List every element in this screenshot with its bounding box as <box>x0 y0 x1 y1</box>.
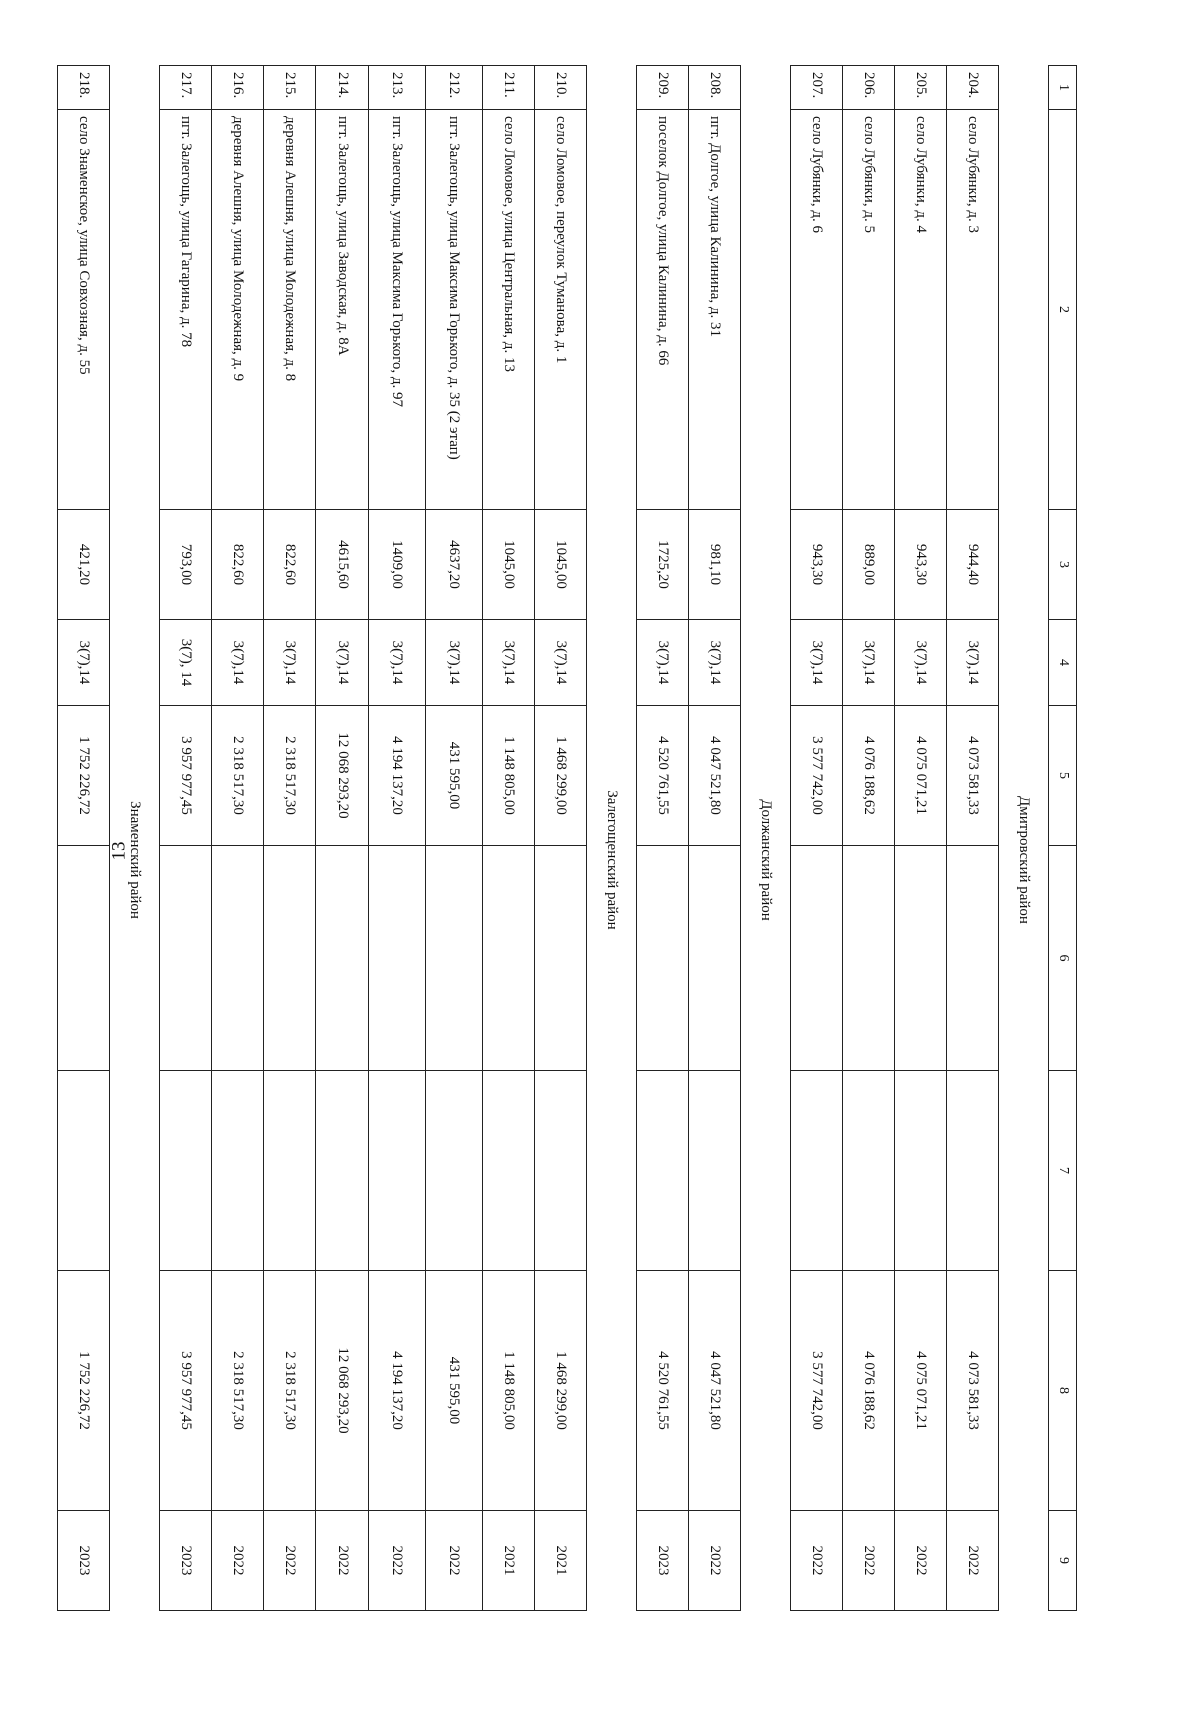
region-title: Знаменский район <box>110 110 160 1611</box>
total-cost-cell: 4 076 188,62 <box>842 706 894 846</box>
year-cell: 2022 <box>368 1511 425 1611</box>
cost-cell-8: 4 047 521,80 <box>688 1271 740 1511</box>
row-number: 209. <box>636 66 688 110</box>
table-row <box>482 66 534 1611</box>
address-cell: деревня Алешня, улица Молодежная, д. 8 <box>264 110 316 510</box>
row-number: 206. <box>842 66 894 110</box>
cost-cell-6 <box>212 846 264 1071</box>
address-cell: село Лубянки, д. 4 <box>895 110 947 510</box>
row-number: 204. <box>947 66 999 110</box>
region-header-row <box>741 66 791 1611</box>
code-cell: 3(7),14 <box>790 620 842 706</box>
cost-cell-7 <box>688 1071 740 1271</box>
address-cell: село Лубянки, д. 6 <box>790 110 842 510</box>
year-cell: 2021 <box>534 1511 586 1611</box>
year-cell: 2022 <box>947 1511 999 1611</box>
column-header: 1 <box>1049 66 1077 110</box>
cost-cell-7 <box>425 1071 482 1271</box>
cost-cell-8: 4 076 188,62 <box>842 1271 894 1511</box>
total-cost-cell: 2 318 517,30 <box>264 706 316 846</box>
address-cell: пгт. Залегощь, улица Заводская, д. 8А <box>316 110 368 510</box>
row-number: 216. <box>212 66 264 110</box>
table-row <box>368 66 425 1611</box>
area-cell: 822,60 <box>212 510 264 620</box>
cost-cell-8: 3 577 742,00 <box>790 1271 842 1511</box>
year-cell: 2022 <box>895 1511 947 1611</box>
region-blank-cell <box>110 66 160 110</box>
total-cost-cell: 4 194 137,20 <box>368 706 425 846</box>
code-cell: 3(7),14 <box>534 620 586 706</box>
year-cell: 2023 <box>160 1511 212 1611</box>
row-number: 212. <box>425 66 482 110</box>
region-header-row <box>110 66 160 1611</box>
table-row <box>212 66 264 1611</box>
area-cell: 889,00 <box>842 510 894 620</box>
region-header-row <box>586 66 636 1611</box>
total-cost-cell: 4 073 581,33 <box>947 706 999 846</box>
cost-cell-6 <box>534 846 586 1071</box>
row-number: 214. <box>316 66 368 110</box>
cost-cell-7 <box>316 1071 368 1271</box>
area-cell: 421,20 <box>58 510 110 620</box>
cost-cell-6 <box>482 846 534 1071</box>
cost-cell-7 <box>636 1071 688 1271</box>
cost-cell-7 <box>534 1071 586 1271</box>
year-cell: 2022 <box>790 1511 842 1611</box>
cost-cell-6 <box>790 846 842 1071</box>
cost-cell-8: 4 520 761,55 <box>636 1271 688 1511</box>
cost-cell-6 <box>368 846 425 1071</box>
total-cost-cell: 2 318 517,30 <box>212 706 264 846</box>
cost-cell-6 <box>316 846 368 1071</box>
address-cell: село Лубянки, д. 3 <box>947 110 999 510</box>
total-cost-cell: 1 752 226,72 <box>58 706 110 846</box>
area-cell: 822,60 <box>264 510 316 620</box>
total-cost-cell: 4 520 761,55 <box>636 706 688 846</box>
cost-cell-8: 1 752 226,72 <box>58 1271 110 1511</box>
table-row <box>947 66 999 1611</box>
rotated-table-container <box>57 65 1077 1610</box>
address-cell: пгт. Долгое, улица Калинина, д. 31 <box>688 110 740 510</box>
region-title: Дмитровский район <box>999 110 1049 1611</box>
code-cell: 3(7),14 <box>425 620 482 706</box>
row-number: 213. <box>368 66 425 110</box>
cost-cell-8: 1 468 299,00 <box>534 1271 586 1511</box>
cost-cell-7 <box>895 1071 947 1271</box>
address-cell: село Ломовое, переулок Туманова, д. 1 <box>534 110 586 510</box>
table-row <box>790 66 842 1611</box>
code-cell: 3(7),14 <box>947 620 999 706</box>
cost-cell-8: 12 068 293,20 <box>316 1271 368 1511</box>
column-header: 5 <box>1049 706 1077 846</box>
cost-cell-8: 4 073 581,33 <box>947 1271 999 1511</box>
cost-cell-7 <box>264 1071 316 1271</box>
year-cell: 2022 <box>316 1511 368 1611</box>
code-cell: 3(7),14 <box>368 620 425 706</box>
address-cell: пгт. Залегощь, улица Максима Горького, д. 35 (2 этап) <box>425 110 482 510</box>
address-cell: село Лубянки, д. 5 <box>842 110 894 510</box>
code-cell: 3(7),14 <box>482 620 534 706</box>
page-number: 13 <box>108 841 130 861</box>
area-cell: 1045,00 <box>482 510 534 620</box>
column-header: 8 <box>1049 1271 1077 1511</box>
table-row <box>842 66 894 1611</box>
area-cell: 4637,20 <box>425 510 482 620</box>
housing-repair-table <box>57 65 1077 1611</box>
cost-cell-8: 431 595,00 <box>425 1271 482 1511</box>
table-row <box>895 66 947 1611</box>
year-cell: 2022 <box>842 1511 894 1611</box>
cost-cell-7 <box>482 1071 534 1271</box>
cost-cell-8: 4 194 137,20 <box>368 1271 425 1511</box>
cost-cell-6 <box>264 846 316 1071</box>
code-cell: 3(7),14 <box>264 620 316 706</box>
cost-cell-6 <box>636 846 688 1071</box>
area-cell: 793,00 <box>160 510 212 620</box>
year-cell: 2022 <box>425 1511 482 1611</box>
column-header: 6 <box>1049 846 1077 1071</box>
area-cell: 981,10 <box>688 510 740 620</box>
cost-cell-6 <box>160 846 212 1071</box>
row-number: 215. <box>264 66 316 110</box>
table-row <box>534 66 586 1611</box>
year-cell: 2022 <box>264 1511 316 1611</box>
year-cell: 2023 <box>636 1511 688 1611</box>
cost-cell-7 <box>212 1071 264 1271</box>
code-cell: 3(7),14 <box>636 620 688 706</box>
year-cell: 2021 <box>482 1511 534 1611</box>
total-cost-cell: 3 957 977,45 <box>160 706 212 846</box>
total-cost-cell: 12 068 293,20 <box>316 706 368 846</box>
row-number: 205. <box>895 66 947 110</box>
table-row <box>264 66 316 1611</box>
code-cell: 3(7),14 <box>316 620 368 706</box>
column-header: 9 <box>1049 1511 1077 1611</box>
cost-cell-6 <box>895 846 947 1071</box>
table-row <box>316 66 368 1611</box>
cost-cell-6 <box>947 846 999 1071</box>
code-cell: 3(7),14 <box>688 620 740 706</box>
address-cell: поселок Долгое, улица Калинина, д. 66 <box>636 110 688 510</box>
cost-cell-6 <box>842 846 894 1071</box>
column-header-row <box>1049 66 1077 1611</box>
area-cell: 4615,60 <box>316 510 368 620</box>
total-cost-cell: 4 047 521,80 <box>688 706 740 846</box>
cost-cell-8: 2 318 517,30 <box>212 1271 264 1511</box>
column-header: 7 <box>1049 1071 1077 1271</box>
code-cell: 3(7),14 <box>842 620 894 706</box>
row-number: 207. <box>790 66 842 110</box>
row-number: 210. <box>534 66 586 110</box>
code-cell: 3(7), 14 <box>160 620 212 706</box>
year-cell: 2023 <box>58 1511 110 1611</box>
region-title: Залегощенский район <box>586 110 636 1611</box>
total-cost-cell: 1 468 299,00 <box>534 706 586 846</box>
area-cell: 943,30 <box>895 510 947 620</box>
cost-cell-8: 1 148 805,00 <box>482 1271 534 1511</box>
area-cell: 1409,00 <box>368 510 425 620</box>
cost-cell-8: 3 957 977,45 <box>160 1271 212 1511</box>
cost-cell-8: 4 075 071,21 <box>895 1271 947 1511</box>
total-cost-cell: 3 577 742,00 <box>790 706 842 846</box>
address-cell: пгт. Залегощь, улица Максима Горького, д. 97 <box>368 110 425 510</box>
table-row <box>688 66 740 1611</box>
year-cell: 2022 <box>688 1511 740 1611</box>
column-header: 2 <box>1049 110 1077 510</box>
region-title: Должанский район <box>741 110 791 1611</box>
table-row <box>636 66 688 1611</box>
table-row <box>160 66 212 1611</box>
region-blank-cell <box>741 66 791 110</box>
row-number: 208. <box>688 66 740 110</box>
cost-cell-7 <box>790 1071 842 1271</box>
code-cell: 3(7),14 <box>212 620 264 706</box>
year-cell: 2022 <box>212 1511 264 1611</box>
area-cell: 944,40 <box>947 510 999 620</box>
cost-cell-6 <box>425 846 482 1071</box>
cost-cell-7 <box>947 1071 999 1271</box>
address-cell: село Знаменское, улица Совхозная, д. 55 <box>58 110 110 510</box>
address-cell: село Ломовое, улица Центральная, д. 13 <box>482 110 534 510</box>
cost-cell-7 <box>58 1071 110 1271</box>
region-blank-cell <box>999 66 1049 110</box>
row-number: 217. <box>160 66 212 110</box>
row-number: 218. <box>58 66 110 110</box>
total-cost-cell: 4 075 071,21 <box>895 706 947 846</box>
code-cell: 3(7),14 <box>58 620 110 706</box>
area-cell: 1045,00 <box>534 510 586 620</box>
area-cell: 1725,20 <box>636 510 688 620</box>
cost-cell-7 <box>368 1071 425 1271</box>
total-cost-cell: 1 148 805,00 <box>482 706 534 846</box>
table-row <box>58 66 110 1611</box>
total-cost-cell: 431 595,00 <box>425 706 482 846</box>
cost-cell-6 <box>688 846 740 1071</box>
code-cell: 3(7),14 <box>895 620 947 706</box>
column-header: 3 <box>1049 510 1077 620</box>
table-row <box>425 66 482 1611</box>
region-blank-cell <box>586 66 636 110</box>
column-header: 4 <box>1049 620 1077 706</box>
area-cell: 943,30 <box>790 510 842 620</box>
row-number: 211. <box>482 66 534 110</box>
cost-cell-7 <box>160 1071 212 1271</box>
cost-cell-6 <box>58 846 110 1071</box>
cost-cell-8: 2 318 517,30 <box>264 1271 316 1511</box>
address-cell: деревня Алешня, улица Молодежная, д. 9 <box>212 110 264 510</box>
cost-cell-7 <box>842 1071 894 1271</box>
region-header-row <box>999 66 1049 1611</box>
address-cell: пгт. Залегощь, улица Гагарина, д. 78 <box>160 110 212 510</box>
